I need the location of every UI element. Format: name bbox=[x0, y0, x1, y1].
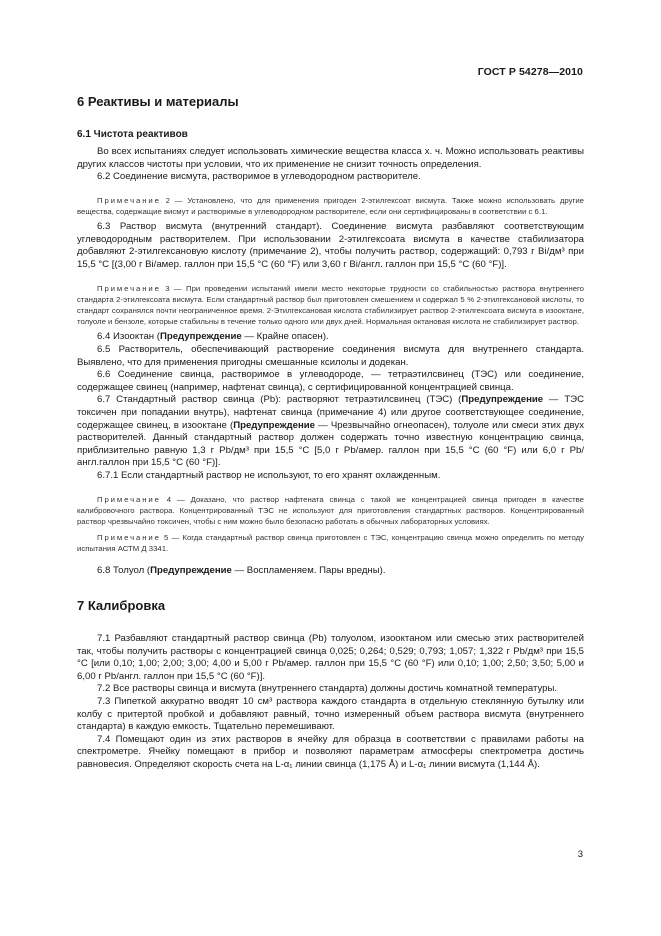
paragraph-6-7-1: 6.7.1 Если стандартный раствор не используют, то его хранят охлажденным. bbox=[97, 469, 441, 481]
section-7-title: 7 Калибровка bbox=[77, 598, 166, 614]
paragraph-7-4: 7.4 Помещают один из этих растворов в ячейку для образца в соответствии с правилами работы на спектрометре. Ячейку помещают в прибор и позволяют параметрам атмосферы спектрометра достичь равновесия. Определяют скорость счета на L-α₁ линии свинца (1,175 Å) и L-α₁ линии висмута (1,144 Å). bbox=[77, 733, 584, 771]
paragraph-6-5: 6.5 Растворитель, обеспечивающий растворение соединения висмута для внутреннего стандарта. Выявлено, что для применения пригодны смешанные ксилолы и додекан. bbox=[77, 343, 584, 368]
document-id: ГОСТ Р 54278—2010 bbox=[477, 66, 583, 78]
note-5 bbox=[77, 532, 584, 554]
note-text: 4 — Доказано, что раствор нафтената свинца с такой же концентрацией свинца пригоден в качестве калибровочного раствора. Концентрированный ТЭС не используют для приготовления стандартных растворов. Концентрированный раствор чрезвычайно токсичен, чтобы с ним можно было безопасно работать в обычных лабораторных условиях. bbox=[77, 494, 584, 526]
paragraph-7-2: 7.2 Все растворы свинца и висмута (внутреннего стандарта) должны достичь комнатной температуры. bbox=[97, 683, 558, 695]
note-3 bbox=[77, 283, 584, 328]
page-content bbox=[77, 94, 584, 772]
note-label: Примечание bbox=[97, 195, 161, 205]
paragraph-7-3: 7.3 Пипеткой аккуратно вводят 10 см³ раствора каждого стандарта в отдельную стеклянную бутылку или колбу с притертой пробкой и добавляют равный, точно измеренный объем раствора висмута (внутреннего стандарта) в каждую емкость. Тщательно перемешивают. bbox=[77, 696, 584, 733]
paragraph-6-2: 6.2 Соединение висмута, растворимое в углеводородном растворителе. bbox=[97, 171, 421, 183]
paragraph-7-1: 7.1 Разбавляют стандартный раствор свинца (Pb) толуолом, изооктаном или смесью этих растворителей так, чтобы получить растворы с концентрацией свинца 0,025; 0,264; 0,529; 0,793; 1,057; 1,322 г Pb/дм³ при 15,5 °С [или 0,10; 1,00; 2,00; 3,00; 4,00 и 5,00 г Pb/амер. галлон при 15,5 °С (60 °F) или 0,10; 1,00; 2,50; 3,50; 5,00 и 6,00 г Pb/англ. галлон при 15,5 °С (60 °F)]. bbox=[77, 633, 584, 682]
note-4 bbox=[77, 494, 584, 528]
paragraph-6-3: 6.3 Раствор висмута (внутренний стандарт). Соединение висмута разбавляют соответствующим углеводородным растворителем. При использовании 2-этилгексоата висмута в качестве стабилизатора добавляют 2-этилгексановую кислоту (примечание 2), чтобы получить раствор, содержащий: 0,793 г Bi/дм³ при 15,5 °С [(3,00 г Bi/амер. галлон при 15,5 °С (60 °F) или 3,60 г Bi/англ. галлон при 15,5 °С (60 °F)]. bbox=[77, 221, 584, 270]
section-6-title: 6 Реактивы и материалы bbox=[77, 94, 239, 109]
note-label: Примечание bbox=[97, 533, 161, 543]
page-number: 3 bbox=[577, 849, 583, 860]
note-label: Примечание bbox=[97, 494, 161, 504]
paragraph-6-8: 6.8 Толуол (Предупреждение — Воспламеняем. Пары вредны). bbox=[97, 564, 386, 576]
note-text: 3 — При проведении испытаний имели место некоторые трудности со стабильностью раствора внутреннего стандарта 2-этилгексоата висмута. Если стандартный раствор был приготовлен смешением и содержал 5 % 2-этилгексановой кислоты, то стандарт сохранялся почти неограниченное время. 2-Этилгексановая кислота стабилизирует раствор 2-этилгексоата висмута в изооктане, толуоле и бензоле, которые стабильны в течение только одного или двух дней. Нормальная октановая кислота не стабилизирует раствор. bbox=[77, 283, 584, 327]
note-2 bbox=[77, 195, 584, 217]
paragraph-6-6: 6.6 Соединение свинца, растворимое в углеводороде, — тетраэтилсвинец (ТЭС) или соединение, содержащее свинец (например, нафтенат свинца), с сертифицированной концентрацией свинца. bbox=[77, 369, 584, 393]
note-label: Примечание bbox=[97, 283, 161, 293]
note-text: 5 — Когда стандартный раствор свинца приготовлен с ТЭС, концентрацию свинца можно определить по методу испытания АСТМ Д 3341. bbox=[77, 533, 584, 554]
paragraph-6-4: 6.4 Изооктан (Предупреждение — Крайне опасен). bbox=[97, 331, 329, 343]
note-text: 2 — Установлено, что для применения пригоден 2-этилгексоат висмута. Также можно использовать другие вещества, содержащие висмут и растворимые в углеводородном растворителе, если они сертифицированы в соответствии с 6.1. bbox=[77, 195, 584, 216]
paragraph-6-1: Во всех испытаниях следует использовать химические вещества класса х. ч. Можно использовать реактивы других классов чистоты при условии, что их применение не снизит точность определения. bbox=[77, 146, 584, 170]
paragraph-6-7: 6.7 Стандартный раствор свинца (Pb): растворяют тетраэтилсвинец (ТЭС) (Предупреждение — ТЭС токсичен при попадании внутрь), нафтенат свинца (примечание 4) или другое соответствующее соединение, содержащее свинец, в изооктане (Предупреждение — Чрезвычайно огнеопасен), толуоле или смеси этих двух растворителей. Данный стандартный раствор должен содержать точно известную концентрацию свинца, приблизительно равную 1,3 г Pb/дм³ при 15,5 °С [5,0 г Pb/амер. галлон при 15,5 °С (60 °F) или 6,0 г Pb/англ.галлон при 15,5 °С (60 °F)]. bbox=[77, 394, 585, 469]
subsection-6-1-title: 6.1 Чистота реактивов bbox=[77, 129, 188, 140]
